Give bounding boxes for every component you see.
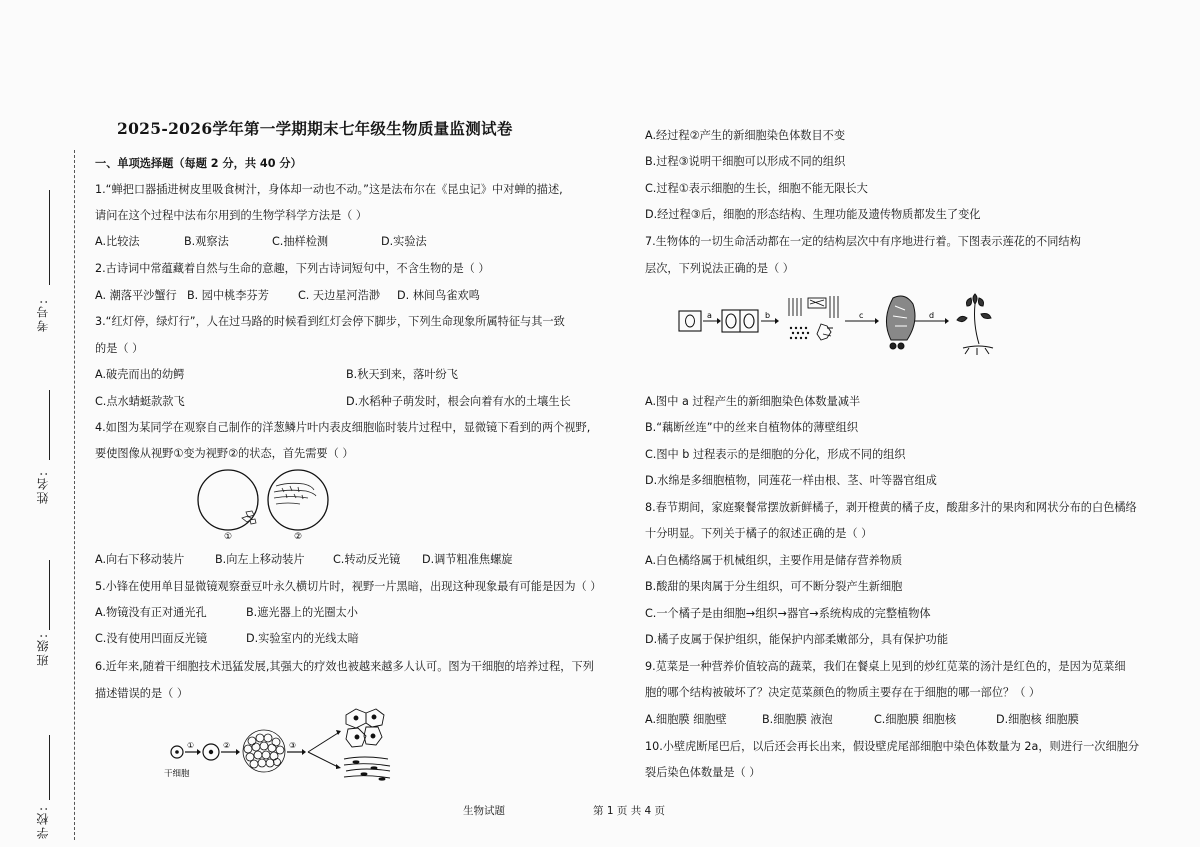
q1-stem-line2: 请问在这个过程中法布尔用到的生物学科学方法是（ ） (95, 209, 368, 222)
q4-option-a: A.向右下移动装片 (95, 553, 185, 566)
q5-option-c: C.没有使用凹面反光镜 (95, 632, 208, 645)
class-underline (49, 560, 50, 630)
q7-option-d: D.水绵是多细胞植物，同莲花一样由根、茎、叶等器官组成 (645, 474, 937, 487)
section-heading: 一、单项选择题（每题 2 分，共 40 分） (95, 157, 302, 170)
q6-stem-cell-culture-figure (160, 705, 410, 787)
q8-option-d: D.橘子皮属于保护组织，能保护内部柔嫩部分，具有保护功能 (645, 633, 949, 646)
q1-option-c: C.抽样检测 (272, 235, 329, 248)
q6-option-c: C.过程①表示细胞的生长，细胞不能无限长大 (645, 182, 868, 195)
process-a-label: a (707, 311, 712, 320)
process-2-label: ② (223, 741, 231, 750)
q7-stem-line1: 7.生物体的一切生命活动都在一定的结构层次中有序地进行着。下图表示莲花的不同结构 (645, 235, 1081, 248)
exam-no-label: 考号: (36, 298, 50, 333)
q4-stem-line1: 4.如图为某同学在观察自己制作的洋葱鳞片叶内表皮细胞临时装片过程中，显微镜下看到的两个视野, (95, 421, 591, 434)
q2-option-c: C. 天边星河浩渺 (298, 289, 381, 302)
field-2-label: ② (294, 532, 303, 542)
q1-stem-line1: 1.“蝉把口器插进树皮里吸食树汁，身体却一动也不动。”这是法布尔在《昆虫记》中对蝉的描述, (95, 183, 563, 196)
single-cell (679, 311, 701, 331)
q7-lotus-structure-levels-figure (675, 288, 1005, 358)
q1-option-b: B.观察法 (184, 235, 229, 248)
name-label: 姓名: (36, 470, 50, 505)
q9-option-a: A.细胞膜 细胞壁 (645, 713, 727, 726)
q2-option-b: B. 园中桃李芬芳 (187, 289, 269, 302)
q4-option-d: D.调节粗准焦螺旋 (422, 553, 513, 566)
process-b-label: b (765, 311, 771, 320)
class-label: 班级: (36, 632, 50, 667)
q10-stem-line1: 10.小壁虎断尾巴后，以后还会再长出来，假设壁虎尾部细胞中染色体数量为 2a，则进行一次细胞分 (645, 740, 1140, 753)
differentiated-cells-bottom (344, 757, 390, 780)
footer-subject: 生物试题 (463, 805, 505, 817)
process-d-label: d (929, 311, 935, 320)
stem-cell-label: 干细胞 (164, 769, 190, 779)
exam-no-underline (49, 190, 50, 285)
tissues (789, 296, 838, 340)
q8-option-b: B.酸甜的果肉属于分生组织，可不断分裂产生新细胞 (645, 580, 903, 593)
q4-microscope-fields-figure (190, 468, 340, 542)
q7-option-a: A.图中 a 过程产生的新细胞染色体数量减半 (645, 395, 861, 408)
q8-stem-line2: 十分明显。下列关于橘子的叙述正确的是（ ） (645, 527, 873, 540)
q3-option-a: A.破壳而出的幼鳄 (95, 368, 185, 381)
name-underline (49, 390, 50, 460)
school-label: 学校: (36, 805, 50, 840)
q9-option-c: C.细胞膜 细胞核 (874, 713, 957, 726)
cell-cluster (243, 730, 285, 772)
q3-option-b: B.秋天到来，落叶纷飞 (346, 368, 458, 381)
fold-line (74, 150, 75, 840)
exam-title: 2025-2026学年第一学期期末七年级生物质量监测试卷 (117, 119, 513, 138)
q9-stem-line2: 胞的哪个结构被破坏了？决定苋菜颜色的物质主要存在于细胞的哪一部位？（ ） (645, 686, 1041, 699)
q4-option-b: B.向左上移动装片 (215, 553, 305, 566)
q6-stem-line1: 6.近年来,随着干细胞技术迅猛发展,其强大的疗效也被越来越多人认可。图为干细胞的培养过程，下列 (95, 660, 594, 673)
field-1-label: ① (224, 532, 233, 542)
lotus-plant (957, 294, 993, 355)
q3-stem-line1: 3.“红灯停，绿灯行”，人在过马路的时候看到红灯会停下脚步，下列生命现象所属特征与其一致 (95, 315, 565, 328)
q4-option-c: C.转动反光镜 (333, 553, 401, 566)
q5-option-a: A.物镜没有正对通光孔 (95, 606, 207, 619)
q2-option-a: A. 潮落平沙蟹行 (95, 289, 177, 302)
q6-stem-line2: 描述错误的是（ ） (95, 687, 189, 700)
q3-option-c: C.点水蜻蜓款款飞 (95, 395, 185, 408)
q8-option-c: C.一个橘子是由细胞→组织→器官→系统构成的完整植物体 (645, 607, 931, 620)
q7-stem-line2: 层次，下列说法正确的是（ ） (645, 262, 794, 275)
q1-option-d: D.实验法 (381, 235, 427, 248)
q3-stem-line2: 的是（ ） (95, 342, 144, 355)
q2-stem: 2.古诗词中常蕴藏着自然与生命的意趣，下列古诗词短句中，不含生物的是（ ） (95, 262, 490, 275)
q9-stem-line1: 9.苋菜是一种营养价值较高的蔬菜，我们在餐桌上见到的炒红苋菜的汤汁是红色的，是因为苋菜细 (645, 660, 1126, 673)
q8-option-a: A.白色橘络属于机械组织，主要作用是储存营养物质 (645, 554, 903, 567)
process-c-label: c (859, 311, 864, 320)
q3-option-d: D.水稻种子萌发时，根会向着有水的土壤生长 (346, 395, 571, 408)
field-2-cells (274, 483, 316, 504)
q5-stem: 5.小锋在使用单目显微镜观察蚕豆叶永久横切片时，视野一片黑暗，出现这种现象最有可能是因为（ ） (95, 580, 602, 593)
field-2-circle (268, 470, 328, 530)
q5-option-b: B.遮光器上的光圈太小 (246, 606, 358, 619)
q6-option-d: D.经过程③后，细胞的形态结构、生理功能及遗传物质都发生了变化 (645, 208, 981, 221)
footer-page-number: 第 1 页 共 4 页 (593, 805, 666, 817)
q6-option-a: A.经过程②产生的新细胞染色体数目不变 (645, 129, 846, 142)
lotus-seedpod (886, 296, 915, 349)
q1-option-a: A.比较法 (95, 235, 140, 248)
process-1-label: ① (187, 741, 195, 750)
q10-stem-line2: 裂后染色体数量是（ ） (645, 766, 761, 779)
q2-option-d: D. 林间鸟雀欢鸣 (397, 289, 480, 302)
q5-option-d: D.实验室内的光线太暗 (246, 632, 359, 645)
q7-option-c: C.图中 b 过程表示的是细胞的分化，形成不同的组织 (645, 448, 906, 461)
q9-option-d: D.细胞核 细胞膜 (996, 713, 1079, 726)
divided-cells (722, 310, 758, 332)
q4-stem-line2: 要使图像从视野①变为视野②的状态，首先需要（ ） (95, 447, 354, 460)
q6-option-b: B.过程③说明干细胞可以形成不同的组织 (645, 155, 846, 168)
process-3-label: ③ (289, 741, 297, 750)
q7-option-b: B.“藕断丝连”中的丝来自植物体的薄壁组织 (645, 421, 859, 434)
q8-stem-line1: 8.春节期间，家庭聚餐常摆放新鲜橘子，剥开橙黄的橘子皮，酸甜多汁的果肉和网状分布的白色橘络 (645, 501, 1137, 514)
differentiated-cells-top (346, 709, 384, 747)
q9-option-b: B.细胞膜 液泡 (762, 713, 833, 726)
school-underline (49, 735, 50, 800)
